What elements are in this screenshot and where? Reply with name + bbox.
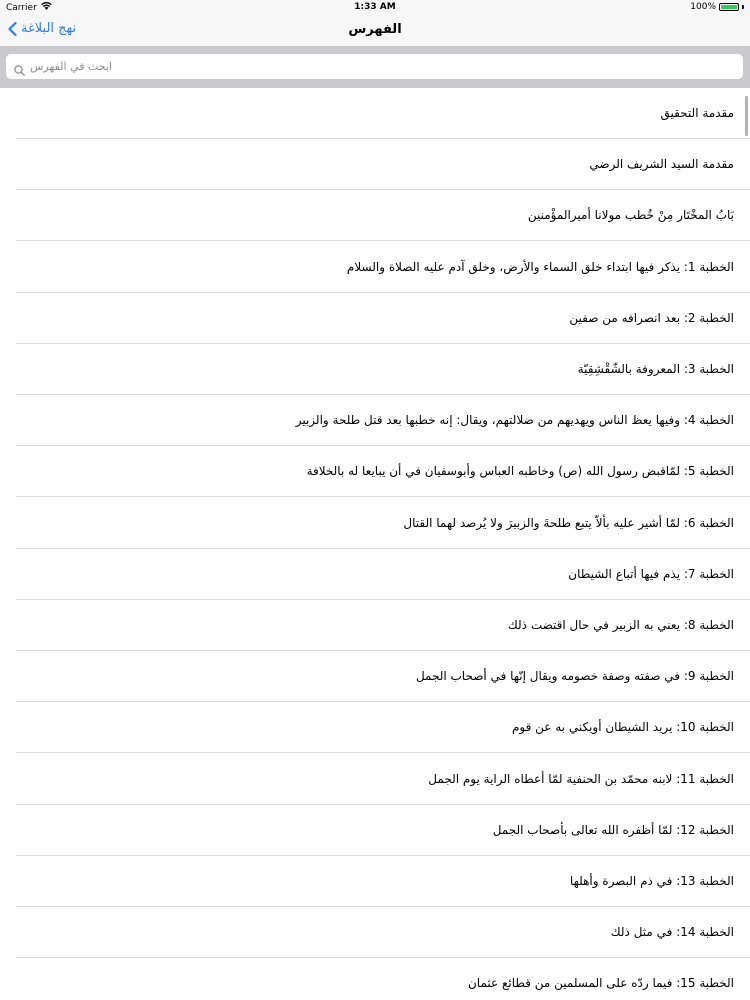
list-item-label: الخطبة 15: فيما ردّه على المسلمين من قطائع عثمان [467, 976, 734, 991]
navigation-bar [0, 16, 750, 46]
list-item[interactable] [16, 907, 750, 958]
list-item-label: الخطبة 12: لمّا أظفره الله تعالى بأصحاب الجمل [492, 822, 734, 837]
list-item[interactable] [16, 958, 750, 1000]
list-item-label: الخطبة 13: في ذم البصرة وأهلها [569, 874, 734, 888]
back-button-label: نهج البلاغة [21, 21, 77, 36]
list-item-label: مقدمة السيد الشريف الرضي [589, 157, 734, 172]
list-item[interactable] [16, 549, 750, 600]
search-input[interactable] [30, 58, 730, 75]
search-field[interactable] [6, 54, 743, 79]
list-item-label: الخطبة 5: لمّاقبض رسول الله (ص) وخاطبه العباس وأبوسفيان في أن يبايعا له بالخلافة [306, 464, 734, 479]
list-item-label: الخطبة 9: في صفته وصفة خصومه ويقال إنّها في أصحاب الجمل [415, 669, 734, 684]
list-item-label: بَابُ المخْتَار مِنْ خُطب مولانا أميرالمؤْمنين [527, 208, 734, 223]
list-item[interactable] [16, 293, 750, 344]
list-item-label: الخطبة 8: يعني به الزبير في حال اقتضت ذلك [507, 618, 734, 632]
status-right [690, 2, 744, 12]
list-item-label: الخطبة 6: لمّا أشير عليه بألاّ يتبع طلحةَ والزبيرَ ولا يُرصد لهما القتال [403, 515, 734, 530]
list-item[interactable] [16, 190, 750, 241]
list-item[interactable] [16, 856, 750, 907]
status-bar [0, 0, 750, 16]
list-item[interactable] [16, 395, 750, 446]
battery-cap [742, 5, 744, 9]
list-item[interactable] [16, 600, 750, 651]
list-item-label: الخطبة 4: وفيها يعظ الناس ويهديهم من ضلالتهم، ويقال: إنه خطبها بعد قتل طلحة والزبير [295, 413, 734, 428]
list-item-label: الخطبة 3: المعروفة بالشّقْشِقِيّة [577, 362, 734, 376]
search-icon [14, 61, 25, 80]
list-item[interactable] [16, 498, 750, 549]
list-item[interactable] [16, 242, 750, 293]
list-item-label: الخطبة 10: يريد الشيطان أويكني به عن قوم [511, 720, 734, 735]
list-item-label: الخطبة 1: يذكر فيها ابتداء خلق السماء والأرض، وخلق آدم عليه الصلاة والسلام [346, 259, 734, 274]
battery-fill [721, 5, 737, 9]
list-item-label: الخطبة 2: بعد انصرافه من صفين [569, 310, 734, 325]
list-item[interactable] [16, 651, 750, 702]
list-item[interactable] [16, 805, 750, 856]
list-item[interactable] [16, 446, 750, 497]
list-item-label: الخطبة 14: في مثل ذلك [610, 925, 734, 940]
search-bar [0, 46, 750, 88]
battery-icon [719, 3, 739, 11]
list-item[interactable] [16, 702, 750, 753]
index-list [0, 88, 750, 1000]
page-title: الفهرس [348, 22, 402, 37]
list-item-label: مقدمة التحقيق [660, 106, 734, 120]
list-item-label: الخطبة 11: لابنه محمّد بن الحنفية لمّا أعطاه الراية يوم الجمل [428, 771, 734, 786]
list-item[interactable] [16, 754, 750, 805]
list-item[interactable] [16, 139, 750, 190]
carrier-label: Carrier [6, 2, 37, 13]
status-time: 1:33 AM [354, 2, 396, 12]
list-item-label: الخطبة 7: يذم فيها أتباع الشيطان [568, 566, 734, 581]
battery-percent: 100% [690, 2, 716, 12]
list-item[interactable] [16, 88, 750, 139]
list-item[interactable] [16, 344, 750, 395]
